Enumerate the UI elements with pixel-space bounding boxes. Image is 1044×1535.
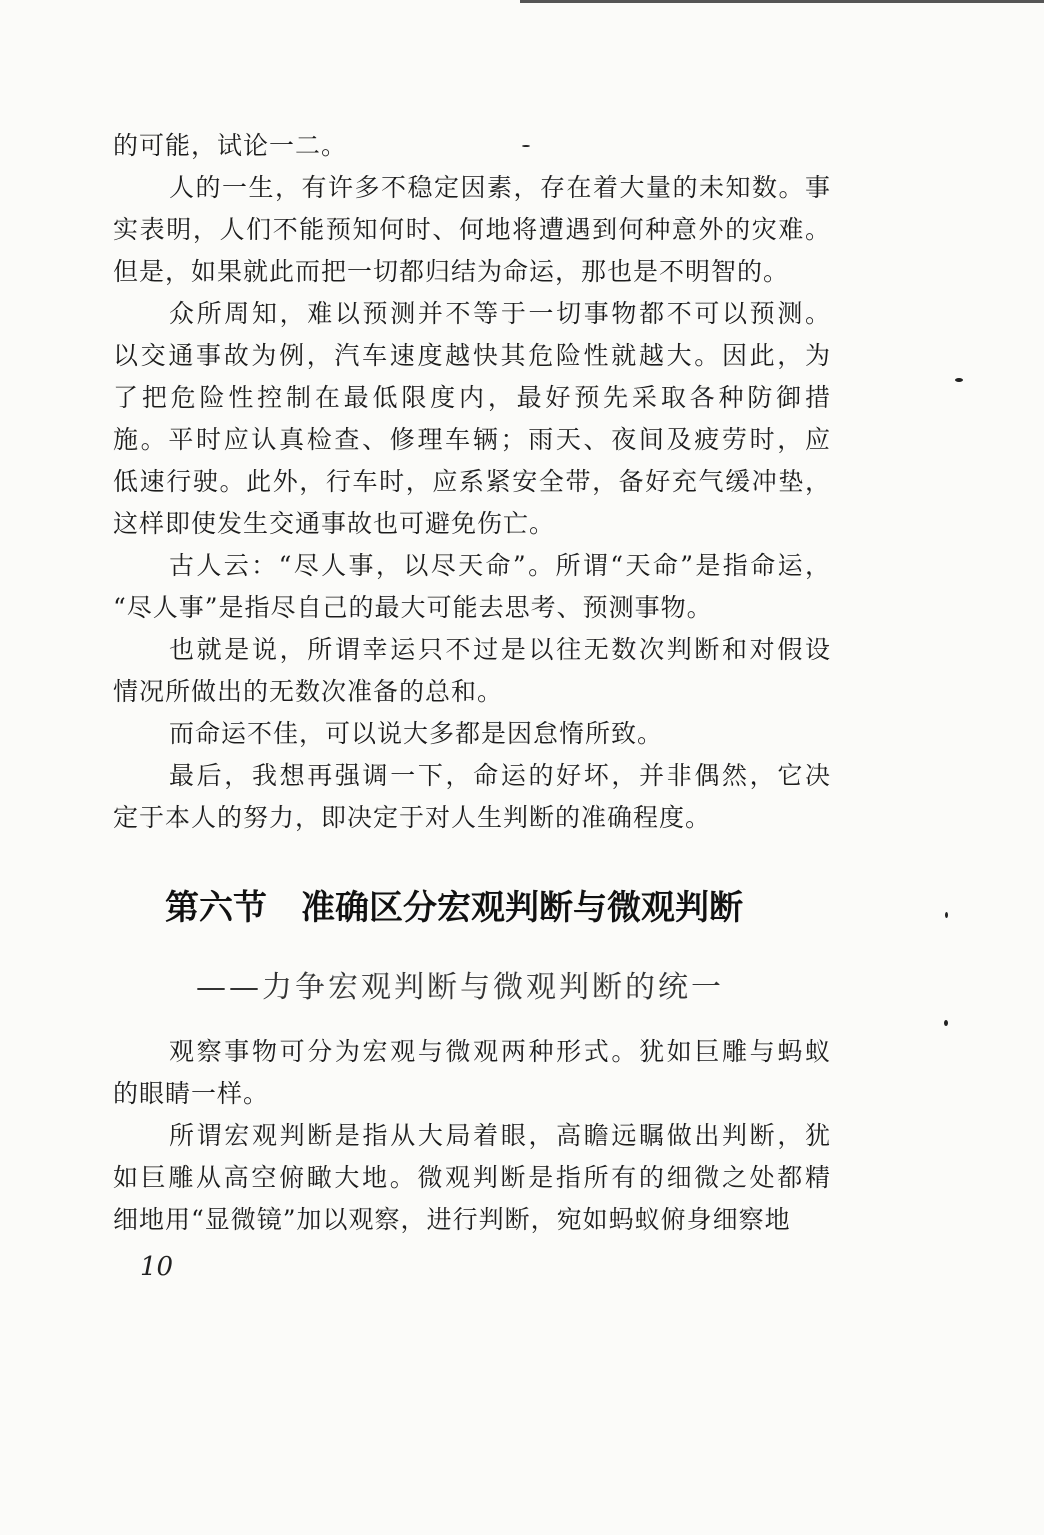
section-heading: [165, 886, 743, 930]
paragraph: [113, 755, 831, 839]
paragraph: [113, 545, 831, 629]
text-line: 众所周知，难以预测并不等于一切事物都不可以预测。: [169, 299, 831, 328]
body-text-bottom: [113, 1031, 831, 1241]
text-line: 最后，我想再强调一下，命运的好坏，并非偶然，它决: [169, 761, 831, 790]
body-text-top: [113, 125, 831, 839]
text-line: 也就是说，所谓幸运只不过是以往无数次判断和对假设: [169, 635, 831, 664]
text-line: 实表明，人们不能预知何时、何地将遭遇到何种意外的灾难。: [113, 215, 831, 244]
text-line: 了把危险性控制在最低限度内，最好预先采取各种防御措: [113, 383, 831, 412]
paragraph: [113, 293, 831, 545]
scan-speck: [522, 145, 530, 147]
section-title: 准确区分宏观判断与微观判断: [301, 888, 743, 928]
paragraph: [113, 167, 831, 293]
text-line: 但是，如果就此而把一切都归结为命运，那也是不明智的。: [113, 257, 790, 286]
text-line: 的可能，试论一二。: [113, 131, 348, 160]
paragraph: [113, 629, 831, 713]
text-line: 的眼睛一样。: [113, 1079, 270, 1108]
text-line: 如巨雕从高空俯瞰大地。微观判断是指所有的细微之处都精: [113, 1163, 831, 1192]
text-line: 古人云：“尽人事，以尽天命”。所谓“天命”是指命运，: [169, 551, 831, 580]
text-line: 观察事物可分为宏观与微观两种形式。犹如巨雕与蚂蚁: [169, 1037, 831, 1066]
text-line: 细地用“显微镜”加以观察，进行判断，宛如蚂蚁俯身细察地: [113, 1205, 791, 1234]
paragraph: [113, 713, 831, 755]
text-line: 人的一生，有许多不稳定因素，存在着大量的未知数。事: [169, 173, 831, 202]
text-line: “尽人事”是指尽自己的最大可能去思考、预测事物。: [113, 593, 713, 622]
text-line: 情况所做出的无数次准备的总和。: [113, 677, 504, 706]
page-number: 10: [140, 1252, 174, 1282]
section-number: 第六节: [165, 888, 267, 928]
text-line: 施。平时应认真检查、修理车辆；雨天、夜间及疲劳时，应: [113, 425, 831, 454]
paragraph: [113, 1115, 831, 1241]
text-line: 而命运不佳，可以说大多都是因怠惰所致。: [169, 719, 664, 748]
text-line: 低速行驶。此外，行车时，应系紧安全带，备好充气缓冲垫，: [113, 467, 831, 496]
text-line: 以交通事故为例，汽车速度越快其危险性就越大。因此，为: [113, 341, 831, 370]
text-line: 定于本人的努力，即决定于对人生判断的准确程度。: [113, 803, 712, 832]
scan-speck: [944, 1020, 948, 1026]
paragraph: [113, 125, 831, 167]
text-line: 这样即使发生交通事故也可避免伤亡。: [113, 509, 556, 538]
paragraph: [113, 1031, 831, 1115]
top-rule: [520, 0, 1044, 3]
scan-speck: [945, 912, 948, 918]
section-subtitle: ——力争宏观判断与微观判断的统一: [196, 970, 724, 1005]
scan-speck: [955, 378, 963, 382]
text-line: 所谓宏观判断是指从大局着眼，高瞻远瞩做出判断，犹: [169, 1121, 831, 1150]
